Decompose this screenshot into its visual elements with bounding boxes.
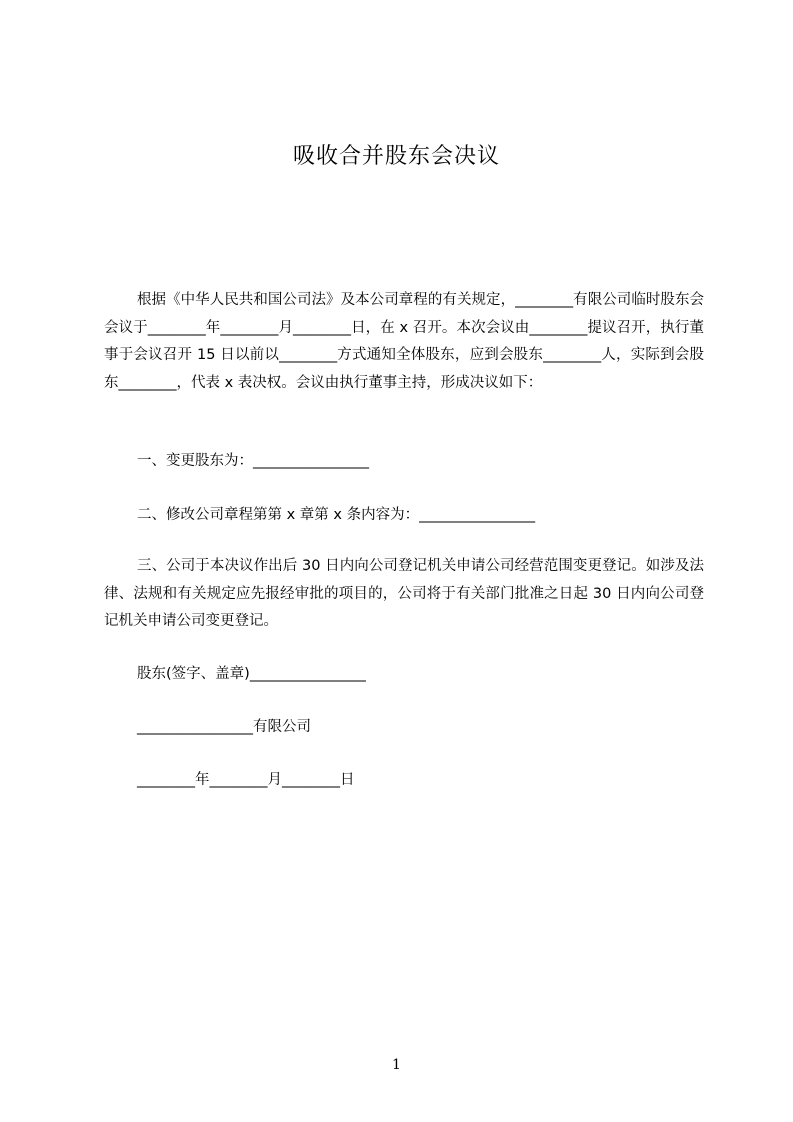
document-title: 吸收合并股东会决议	[292, 144, 500, 169]
company-name-line: ________________有限公司	[137, 719, 311, 735]
shareholder-signature-line: 股东(签字、盖章)________________	[137, 666, 366, 682]
resolution-item-2: 二、修改公司章程第第 x 章第 x 条内容为：________________	[137, 507, 536, 523]
page-number: 1	[392, 1057, 401, 1073]
resolution-item-3: 三、公司于本决议作出后 30 日内向公司登记机关申请公司经营范围变更登记。如涉及法律、法规和有关规定应先报经审批的项目的，公司将于有关部门批准之日起 30 日内向公司登记机关申请公司变更登记。	[104, 558, 704, 629]
intro-paragraph: 根据《中华人民共和国公司法》及本公司章程的有关规定，________有限公司临时股东会会议于________年________月________日，在 x 召开。本次会议由________提议召开，执行董事于会议召开 15 日以前以________方式通知全体股东，应到会股东________人，实际到会股东________，代表 x 表决权。会议由执行董事主持，形成决议如下：	[104, 292, 704, 391]
date-line: ________年________月________日	[137, 772, 355, 788]
resolution-item-1: 一、变更股东为：________________	[137, 453, 369, 469]
